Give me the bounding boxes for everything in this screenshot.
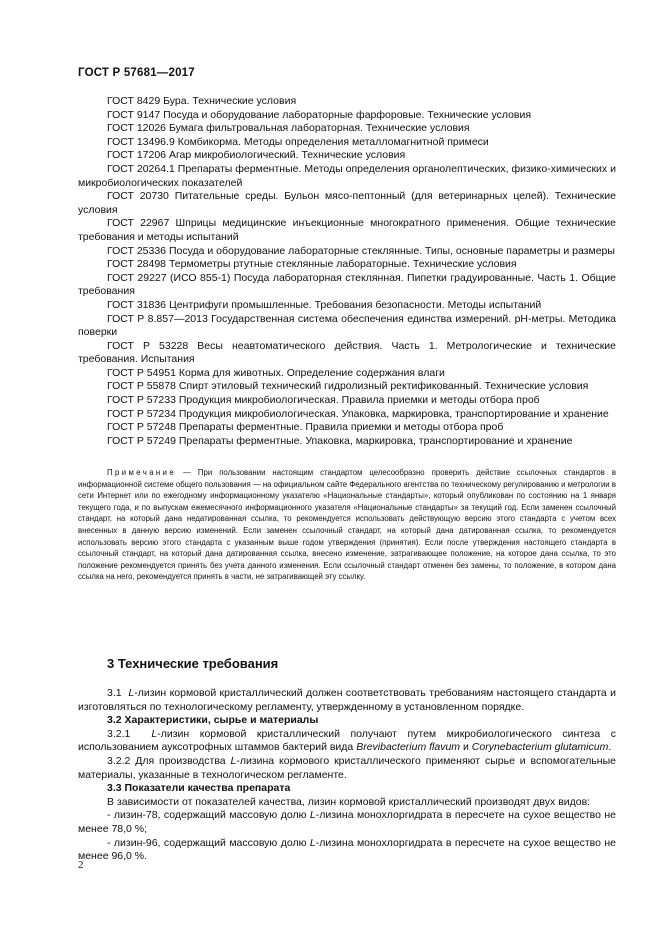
reference-item: ГОСТ 9147 Посуда и оборудование лабораторные фарфоровые. Технические условия [107, 108, 532, 121]
paragraph-3-1: 3.1 L-лизин кормовой кристаллический должен соответствовать требованиям настоящего стандарта и изготовляться по технологическому регламенту, утвержденному в установленном порядке. [78, 687, 616, 713]
paragraph-number: 3.1 [107, 687, 122, 699]
species-name: Corynebacterium glutamicum [471, 741, 609, 754]
l-prefix: L [128, 687, 135, 699]
reference-item: ГОСТ 20264.1 Препараты ферментные. Методы определения органолептических, физико-химических и микробиологических показателей [78, 162, 616, 189]
reference-item: ГОСТ Р 57249 Препараты ферментные. Упаковка, маркировка, транспортирование и хранение [107, 434, 573, 447]
section-3-body [78, 687, 616, 864]
document-header: ГОСТ Р 57681—2017 [78, 67, 195, 79]
reference-item: ГОСТ 31836 Центрифуги промышленные. Требования безопасности. Методы испытаний [107, 298, 542, 311]
page-number: 2 [78, 859, 84, 871]
list-item: - лизин-78, содержащий массовую долю L-лизина монохлоргидрата в пересчете на сухое вещество не менее 78,0 %; [78, 809, 617, 835]
l-prefix: L [230, 754, 237, 767]
paragraph-3-3-intro: В зависимости от показателей качества, лизин кормовой кристаллический производят двух видов: [107, 795, 591, 808]
paragraph-number: 3.2.1 [107, 727, 131, 740]
reference-item: ГОСТ 28498 Термометры ртутные стеклянные лабораторные. Технические условия [107, 258, 517, 271]
note-label: Примечание [107, 468, 177, 477]
l-prefix: L [309, 836, 316, 849]
note-text: — При пользовании настоящим стандартом целесообразно проверить действие ссылочных стандартов в информационной системе общего пользования — на официальном сайте Федерального агентства по техническому регулированию и метрологии в сети Интернет или по ежегодному информационному указателю «Национальные стандарты», который опубликован по состоянию на 1 января текущего года, и по выпускам ежемесячного информационного указателя «Национальные стандарты» за текущий год. Если заменен ссылочный стандарт, на который дана недатированная ссылка, то рекомендуется использовать действующую версию этого стандарта с учетом всех внесенных в данную версию изменений. Если заменен ссылочный стандарт, на который дана датированная ссылка, то рекомендуется использовать версию этого стандарта с указанным выше годом утверждения (принятия). Если после утверждения настоящего стандарта в ссылочный стандарт, на который дана датированная ссылка, внесено изменение, затрагивающее положение, на которое дана ссылка, то это положение рекомендуется принять без учета данного изменения. Если ссылочный стандарт отменен без замены, то положение, в котором дана ссылка на него, рекомендуется принять в части, не затрагивающей эту ссылку. [78, 468, 617, 582]
reference-item: ГОСТ Р 8.857—2013 Государственная система обеспечения единства измерений. pH-метры. Методика поверки [78, 312, 616, 339]
reference-item: ГОСТ 20730 Питательные среды. Бульон мясо-пептонный (для ветеринарных целей). Технические условия [78, 190, 616, 216]
reference-item: ГОСТ 25336 Посуда и оборудование лабораторные стеклянные. Типы, основные параметры и размеры [107, 244, 615, 257]
list-item: - лизин-96, содержащий массовую долю L-лизина монохлоргидрата в пересчете на сухое вещество не менее 96,0 %. [78, 836, 617, 863]
reference-item: ГОСТ 13496.9 Комбикорма. Методы определения металломагнитной примеси [107, 135, 489, 148]
paragraph-3-2-2: 3.2.2 Для производства L-лизина кормового кристаллического применяют сырье и вспомогательные материалы, указанные в технологическом регламенте. [78, 754, 616, 781]
reference-item: ГОСТ Р 53228 Весы неавтоматического действия. Часть 1. Метрологические и технические требования. Испытания [78, 339, 616, 366]
reference-item: ГОСТ 29227 (ИСО 855-1) Посуда лабораторная стеклянная. Пипетки градуированные. Часть 1. Общие требования [78, 271, 616, 298]
species-name: Brevibacterium flavum [356, 741, 461, 754]
l-prefix: L [309, 809, 316, 822]
reference-item: ГОСТ 17206 Агар микробиологический. Технические условия [107, 149, 406, 162]
subsection-3-3-heading: 3.3 Показатели качества препарата [107, 782, 291, 795]
reference-item: ГОСТ Р 57234 Продукция микробиологическая. Упаковка, маркировка, транспортирование и хранение [107, 407, 609, 420]
section-3-heading: 3 Технические требования [107, 656, 279, 671]
reference-item: ГОСТ Р 57233 Продукция микробиологическая. Правила приемки и методы отбора проб [107, 394, 540, 407]
subsection-3-2-heading: 3.2 Характеристики, сырье и материалы [107, 714, 319, 727]
reference-item: ГОСТ 12026 Бумага фильтровальная лабораторная. Технические условия [107, 122, 470, 135]
paragraph-3-2-1: 3.2.1 L-лизин кормовой кристаллический получают путем микробиологического синтеза с использованием ауксотрофных штаммов бактерий вида Brevibacterium flavum и Corynebacterium glutamicum. [78, 727, 616, 754]
reference-item: ГОСТ Р 54951 Корма для животных. Определение содержания влаги [107, 366, 445, 379]
l-prefix: L [151, 727, 158, 740]
references-note [78, 467, 616, 583]
reference-item: ГОСТ 22967 Шприцы медицинские инъекционные многократного применения. Общие технические требования и методы испытаний [78, 217, 616, 243]
reference-item: ГОСТ Р 57248 Препараты ферментные. Правила приемки и методы отбора проб [107, 421, 504, 434]
reference-item: ГОСТ Р 55878 Спирт этиловый технический гидролизный ректификованный. Технические условия [107, 380, 589, 393]
reference-item: ГОСТ 8429 Бура. Технические условия [107, 95, 297, 107]
normative-references-list [78, 95, 616, 448]
